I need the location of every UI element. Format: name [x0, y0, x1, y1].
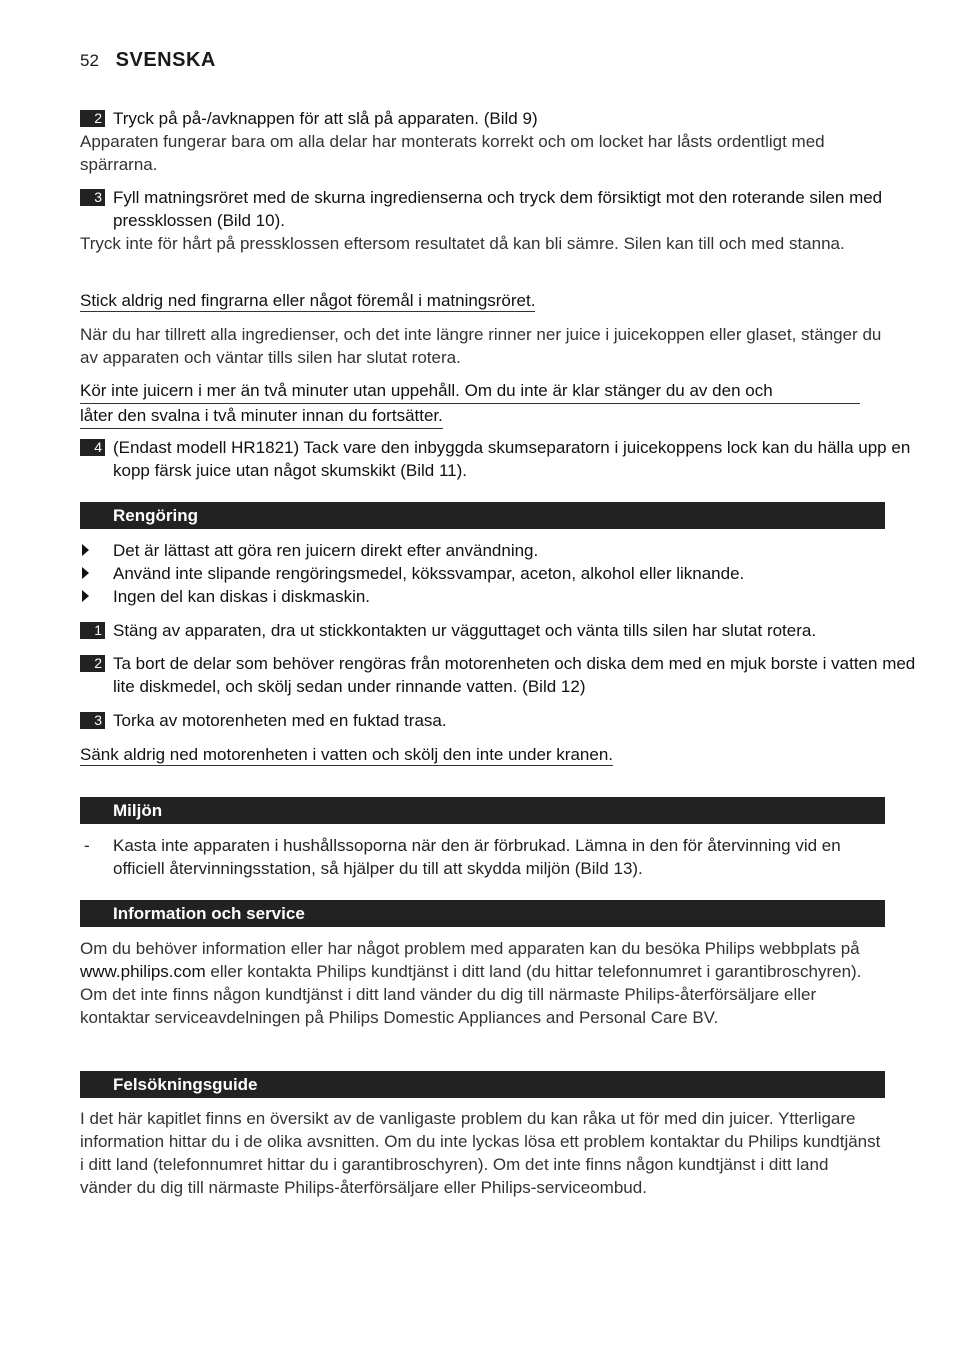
- dash-marker: -: [84, 836, 90, 855]
- warning-line-2: låter den svalna i två minuter innan du fortsätter.: [80, 404, 443, 429]
- cleaning-step-1: [80, 619, 918, 642]
- step-number: 3: [80, 712, 105, 729]
- step-3-fill: [80, 186, 918, 232]
- section-heading-troubleshooting: Felsökningsguide: [80, 1071, 885, 1098]
- step-text: Fyll matningsröret med de skurna ingredienserna och tryck dem försiktigt mot den roterande silen med pressklossen (Bild 10).: [113, 188, 883, 230]
- warning-line-1: Kör inte juicern i mer än två minuter utan uppehåll. Om du inte är klar stänger du av den och: [80, 379, 860, 404]
- cleaning-bullets: [80, 539, 885, 608]
- step-text: Stäng av apparaten, dra ut stickkontakten ur vägguttaget och vänta tills silen har slutat rotera.: [113, 621, 817, 640]
- paragraph-information: Om du behöver information eller har något problem med apparaten kan du besöka Philips webbplats på www.philips.com eller kontakta Philips kundtjänst i ditt land (du hittar telefonnumret i garantibroschyren). Om det inte finns någon kundtjänst i ditt land vänder du dig till närmaste Philips-återförsäljare eller kontaktar serviceavdelningen på Philips Domestic Appliances and Personal Care BV.: [80, 939, 862, 1027]
- step-text: (Endast modell HR1821) Tack vare den inbyggda skumseparatorn i juicekoppens lock kan du hälla upp en kopp färsk juice utan något skumskikt (Bild 11).: [113, 438, 911, 480]
- step-text: Tryck på på-/avknappen för att slå på apparaten. (Bild 9): [113, 109, 538, 128]
- paragraph-troubleshooting: I det här kapitlet finns en översikt av de vanligaste problem du kan råka ut för med din juicer. Ytterligare information hittar du i de olika avsnitten. Om du inte lyckas lösa ett problem kontaktar du Philips kundtjänst i ditt land (telefonnumret hittar du i garantibroschyren). Om det inte finns någon kundtjänst i ditt land vänder du dig till närmaste Philips-återförsäljare eller Philips-serviceombud.: [80, 1109, 881, 1197]
- bullet-icon: [82, 590, 89, 602]
- step-number: 4: [80, 439, 105, 456]
- list-item: Det är lättast att göra ren juicern direkt efter användning.: [80, 539, 885, 562]
- step-number: 2: [80, 110, 105, 127]
- bullet-icon: [82, 544, 89, 556]
- cleaning-step-3: [80, 709, 918, 732]
- step-text: Torka av motorenheten med en fuktad trasa.: [113, 711, 447, 730]
- step-2-power: [80, 107, 918, 130]
- language-heading: SVENSKA: [115, 49, 216, 71]
- warning-fingers: Stick aldrig ned fingrarna eller något föremål i matningsröret.: [80, 291, 536, 310]
- warning-run-time: [80, 379, 860, 429]
- step-number: 1: [80, 622, 105, 639]
- page-header: [80, 49, 216, 72]
- list-item: Ingen del kan diskas i diskmaskin.: [80, 585, 885, 608]
- paragraph-finish: När du har tillrett alla ingredienser, och det inte längre rinner ner juice i juicekoppen eller glaset, stänger du av apparaten och väntar tills silen har slutat rotera.: [80, 325, 882, 367]
- page-number: 52: [80, 51, 99, 70]
- step-number: 3: [80, 189, 105, 206]
- warning-immerse: Sänk aldrig ned motorenheten i vatten och skölj den inte under kranen.: [80, 745, 614, 764]
- step-number: 2: [80, 655, 105, 672]
- environment-item: [80, 834, 885, 880]
- section-heading-environment: Miljön: [80, 797, 885, 824]
- list-item: Använd inte slipande rengöringsmedel, kökssvampar, aceton, alkohol eller liknande.: [80, 562, 885, 585]
- section-heading-information: Information och service: [80, 900, 885, 927]
- philips-url: www.philips.com: [80, 962, 206, 981]
- step-4-froth: [80, 436, 918, 482]
- cleaning-step-2: [80, 652, 918, 698]
- step-text: Ta bort de delar som behöver rengöras från motorenheten och diska dem med en mjuk borste i vatten med lite diskmedel, och skölj sedan under rinnande vatten. (Bild 12): [113, 654, 916, 696]
- section-heading-cleaning: Rengöring: [80, 502, 885, 529]
- paragraph-assembly-note: Apparaten fungerar bara om alla delar har monterats korrekt och om locket har låsts ordentligt med spärrarna.: [80, 132, 825, 174]
- paragraph-pressure-note: Tryck inte för hårt på pressklossen eftersom resultatet då kan bli sämre. Silen kan till och med stanna.: [80, 234, 845, 253]
- bullet-icon: [82, 567, 89, 579]
- list-item: - Kasta inte apparaten i hushållssoporna när den är förbrukad. Lämna in den för återvinning vid en officiell återvinningsstation, så hjälper du till att skydda miljön (Bild 13).: [84, 836, 841, 878]
